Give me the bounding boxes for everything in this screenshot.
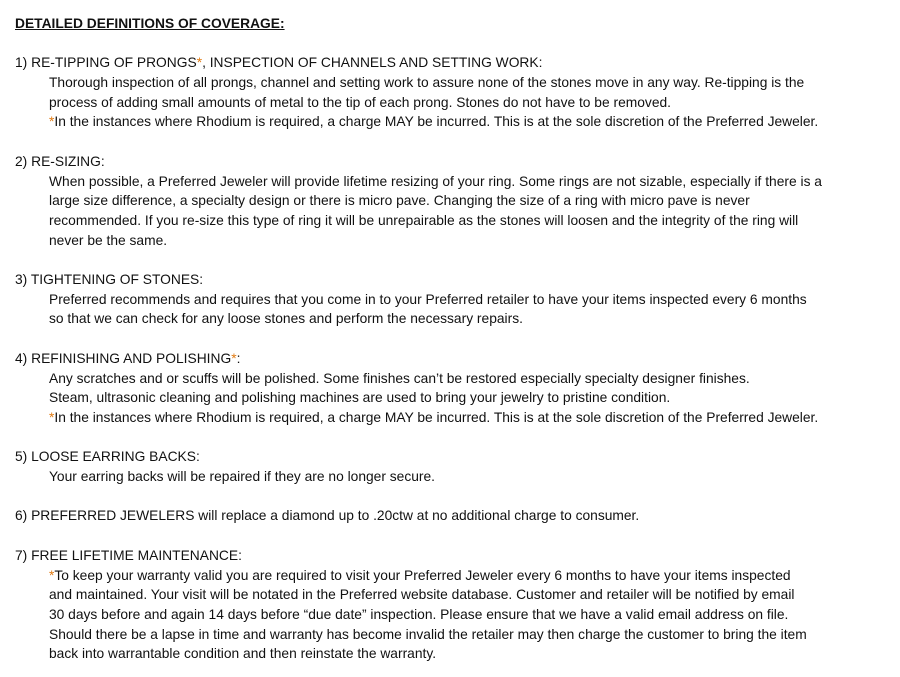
body-line: Your earring backs will be repaired if they are no longer secure. (49, 469, 436, 485)
section-diamond-replacement (15, 506, 895, 526)
section-body (49, 73, 895, 132)
document-title: DETAILED DEFINITIONS OF COVERAGE: (15, 16, 285, 31)
section-lifetime-maintenance (15, 546, 895, 664)
section-heading: 5) LOOSE EARRING BACKS: (15, 449, 200, 465)
body-line: recommended. If you re-size this type of ring it will be unrepairable as the stones will loosen and the integrity of the ring will (49, 212, 799, 228)
body-line: Should there be a lapse in time and warranty has become invalid the retailer may then charge the customer to bring the item (49, 626, 807, 642)
heading-text-suffix: , INSPECTION OF CHANNELS AND SETTING WORK: (202, 55, 543, 71)
section-retipping (15, 53, 895, 132)
section-heading: 3) TIGHTENING OF STONES: (15, 272, 204, 288)
section-heading: 6) PREFERRED JEWELERS will replace a diamond up to .20ctw at no additional charge to consumer. (15, 508, 640, 524)
spacer (15, 250, 895, 270)
body-line: Any scratches and or scuffs will be polished. Some finishes can’t be restored especially specialty designer finishes. (49, 370, 750, 386)
body-line: When possible, a Preferred Jeweler will provide lifetime resizing of your ring. Some rings are not sizable, especially if there is a (49, 173, 822, 189)
section-heading: 7) FREE LIFETIME MAINTENANCE: (15, 547, 242, 563)
body-line: never be the same. (49, 232, 168, 248)
body-line-text: To keep your warranty valid you are required to visit your Preferred Jeweler every 6 months to have your items inspected (54, 567, 791, 583)
section-body (49, 369, 895, 428)
heading-text-suffix: : (236, 350, 241, 366)
heading-text: 4) REFINISHING AND POLISHING (15, 350, 232, 366)
section-body (49, 566, 895, 665)
body-line: and maintained. Your visit will be notated in the Preferred website database. Customer and retailer will be notified by email (49, 587, 795, 603)
section-resizing (15, 152, 895, 251)
body-line: process of adding small amounts of metal to the tip of each prong. Stones do not have to be removed. (49, 94, 671, 110)
body-line: large size difference, a specialty design or there is micro pave. Changing the size of a ring with micro pave is never (49, 193, 750, 209)
section-body (49, 467, 895, 487)
body-line (49, 566, 895, 586)
section-heading (15, 349, 895, 369)
asterisk-mark: * (49, 409, 55, 425)
heading-text: 1) RE-TIPPING OF PRONGS (15, 55, 197, 71)
body-line: Thorough inspection of all prongs, channel and setting work to assure none of the stones move in any way. Re-tipping is the (49, 75, 805, 91)
section-body (49, 172, 895, 251)
asterisk-mark: * (196, 55, 203, 71)
body-line: Preferred recommends and requires that you come in to your Preferred retailer to have your items inspected every 6 months (49, 291, 807, 307)
asterisk-mark: * (49, 114, 55, 130)
body-line: 30 days before and again 14 days before “due date” inspection. Please ensure that we have a valid email address on file. (49, 606, 789, 622)
spacer (15, 428, 895, 448)
section-heading: 2) RE-SIZING: (15, 153, 105, 169)
asterisk-mark: * (49, 567, 55, 583)
body-line: so that we can check for any loose stones and perform the necessary repairs. (49, 311, 523, 327)
section-refinishing (15, 349, 895, 428)
note-text: In the instances where Rhodium is required, a charge MAY be incurred. This is at the sole discretion of the Preferred Jeweler. (54, 114, 819, 130)
spacer (15, 34, 895, 54)
section-earring-backs (15, 447, 895, 486)
coverage-document (15, 14, 895, 664)
spacer (15, 132, 895, 152)
section-body (49, 290, 895, 329)
body-line: Steam, ultrasonic cleaning and polishing machines are used to bring your jewelry to pristine condition. (49, 390, 671, 406)
spacer (15, 329, 895, 349)
spacer (15, 526, 895, 546)
note-text: In the instances where Rhodium is required, a charge MAY be incurred. This is at the sole discretion of the Preferred Jeweler. (54, 409, 819, 425)
spacer (15, 487, 895, 507)
body-line: back into warrantable condition and then reinstate the warranty. (49, 646, 437, 662)
rhodium-note (49, 408, 895, 428)
section-heading (15, 53, 895, 73)
section-tightening (15, 270, 895, 329)
rhodium-note (49, 112, 895, 132)
asterisk-mark: * (231, 350, 237, 366)
